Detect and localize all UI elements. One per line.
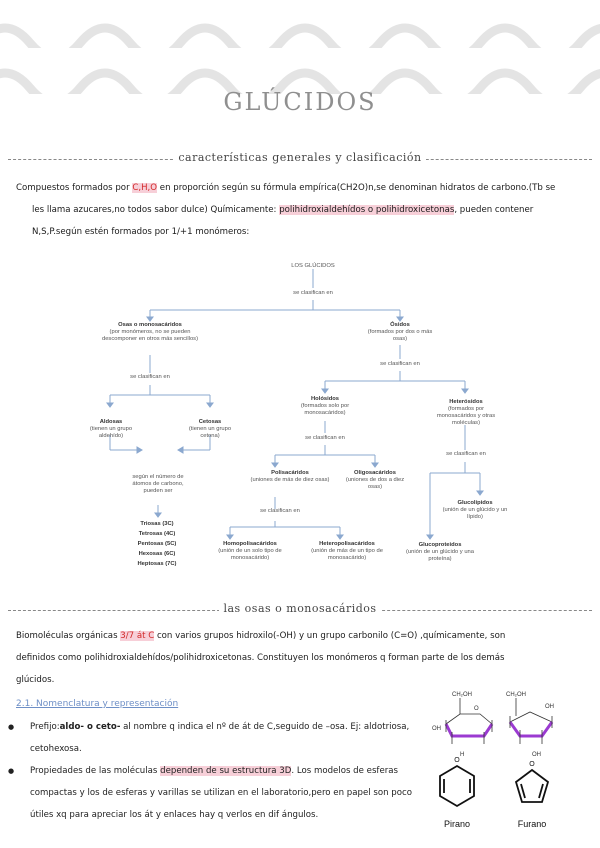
node-glucoproteidos xyxy=(400,542,480,563)
node-aldosas xyxy=(80,419,142,440)
text-span: útiles xq para apreciar los át y enlaces hay q verlos en dif ángulos. xyxy=(30,810,319,820)
node-polisacaridos xyxy=(250,470,330,484)
text-span: cetohexosa. xyxy=(30,744,82,754)
intro-paragraph xyxy=(16,177,591,243)
osas-paragraph xyxy=(16,625,591,691)
text-span: compactas y los de esferas y varillas se utilizan en el laboratorio,pero en papel son poco xyxy=(30,788,412,798)
node-title: Glucolípidos xyxy=(457,500,493,506)
node-desc: (tienen un grupo cetona) xyxy=(188,426,232,439)
list-item: Triosas (3C) xyxy=(140,521,174,527)
node-oligosacaridos xyxy=(340,470,410,491)
node-title: Osas o monosacáridos xyxy=(118,322,182,328)
node-desc: (formados solo por monosacáridos) xyxy=(300,403,350,416)
pyran-ring-icon xyxy=(440,766,474,806)
text-span: Prefijo: xyxy=(30,722,60,732)
label-o-pirano: O xyxy=(454,757,460,764)
text-span: , pueden contener xyxy=(454,205,534,215)
label-furano: Furano xyxy=(517,819,547,829)
node-cetosas xyxy=(180,419,240,440)
node-homopolisacaridos xyxy=(205,541,295,562)
section-heading-caracteristicas xyxy=(8,151,592,167)
pyranose-ring-icon xyxy=(446,724,492,736)
node-osidos xyxy=(360,322,440,343)
node-root: LOS GLÚCIDOS xyxy=(291,263,335,269)
ring-structures-figure xyxy=(430,684,570,844)
node-desc: (uniones de dos a diez osas) xyxy=(345,477,405,490)
edge-label-holosidos: se clasifican en xyxy=(305,435,345,441)
list-item: Heptosas (7C) xyxy=(137,561,177,567)
label-oh-right: OH xyxy=(545,704,554,710)
edge-label-polisacaridos: se clasifican en xyxy=(260,508,300,514)
node-desc: (unión de más de un tipo de monosacárido) xyxy=(311,548,383,561)
highlight-estructura: dependen de su estructura 3D xyxy=(160,766,292,776)
node-desc: (formados por dos o más osas) xyxy=(367,329,433,342)
label-pirano: Pirano xyxy=(443,819,471,829)
bold-span: aldo- o ceto- xyxy=(59,722,121,732)
edge-label-osidos: se clasifican en xyxy=(380,361,420,367)
label-o-left: O xyxy=(474,706,479,712)
node-title: Homopolisacáridos xyxy=(223,541,277,547)
highlight-carbon: 3/7 át C xyxy=(120,631,155,641)
edge-label-heterosidos: se clasifican en xyxy=(446,451,486,457)
node-title: Ósidos xyxy=(390,322,410,328)
section-heading-text: las osas o monosacáridos xyxy=(219,602,380,615)
node-carbon-list xyxy=(122,519,192,569)
node-segun: según el número de átomos de carbono, pueden ser xyxy=(132,474,184,494)
node-osas xyxy=(100,322,200,343)
node-glucolipidos xyxy=(440,500,510,521)
list-item: Pentosas (5C) xyxy=(137,541,177,547)
node-title: Oligosacáridos xyxy=(354,470,396,476)
node-title: Aldosas xyxy=(99,419,123,425)
text-span: les llama azucares,no todos sabor dulce) Químicamente: xyxy=(32,205,280,215)
furanose-ring-icon xyxy=(510,722,552,736)
text-span: Compuestos formados por xyxy=(16,183,133,193)
page-title: GLÚCIDOS xyxy=(223,88,377,116)
node-title: Heterósidos xyxy=(449,399,483,405)
text-span: Biomoléculas orgánicas xyxy=(16,631,121,641)
node-desc: (por monómeros, no se pueden descomponer en otros más sencillos) xyxy=(101,329,198,342)
bullet-prefijo xyxy=(30,716,420,760)
edge-label-osas: se clasifican en xyxy=(130,374,170,380)
text-line: definidos como polihidroxialdehídos/polihidroxicetonas. Constituyen los monómeros q forman parte de los demás xyxy=(16,653,505,663)
bullet-propiedades xyxy=(30,760,420,826)
node-heterosidos xyxy=(430,399,502,427)
node-desc: (formados por monosacáridos y otras moléculas) xyxy=(436,406,496,426)
label-oh-bottom: OH xyxy=(532,752,541,758)
decorative-wave-top xyxy=(0,18,600,48)
node-title: Glucoproteidos xyxy=(418,542,462,548)
list-item: Hexosas (6C) xyxy=(138,551,176,557)
node-heteropolisacaridos xyxy=(302,541,392,562)
node-title: Holósidos xyxy=(310,396,340,402)
list-item: Tetrosas (4C) xyxy=(138,531,176,537)
text-span: Propiedades de las moléculas xyxy=(30,766,161,776)
node-desc: (unión de un glúcido y una proteína) xyxy=(405,549,474,562)
section-heading-text: características generales y clasificación xyxy=(174,151,425,164)
node-desc: (tienen un grupo aldehído) xyxy=(89,426,133,439)
node-desc: (unión de un glúcido y un lípido) xyxy=(442,507,508,520)
edge-label-root: se clasifican en xyxy=(293,290,333,296)
label-h-left: H xyxy=(460,752,465,758)
node-holosidos xyxy=(290,396,360,417)
text-span: con varios grupos hidroxilo(-OH) y un grupo carbonilo (C=O) ,químicamente, son xyxy=(154,631,506,641)
text-line: glúcidos. xyxy=(16,675,55,685)
section-heading-osas xyxy=(8,602,592,618)
label-ch2oh-right: CH₂OH xyxy=(506,692,526,698)
node-title: Cetosas xyxy=(198,419,222,425)
furan-ring-icon xyxy=(516,770,548,802)
text-span: al nombre q indica el nº de át de C,seguido de –osa. Ej: aldotriosa, xyxy=(120,722,410,732)
text-span: en proporción según su fórmula empírica(CH2O)n,se denominan hidratos de carbono.(Tb se xyxy=(157,183,556,193)
bullet-list xyxy=(30,716,420,826)
label-o-furano: O xyxy=(529,761,535,768)
highlight-chon: C,H,O xyxy=(132,183,158,193)
text-span: . Los modelos de esferas xyxy=(291,766,399,776)
text-line: N,S,P.según estén formados por 1/+1 monómeros: xyxy=(32,227,250,237)
node-desc: (uniones de más de diez osas) xyxy=(250,477,330,483)
node-title: Polisacáridos xyxy=(271,470,309,476)
node-desc: (unión de un solo tipo de monosacárido) xyxy=(218,548,282,561)
highlight-poli: polihidroxialdehídos o polihidroxicetonas xyxy=(279,205,455,215)
subheading-nomenclatura: 2.1. Nomenclatura y representación xyxy=(16,699,179,709)
label-oh-left: OH xyxy=(432,726,441,732)
node-title: Heteropolisacáridos xyxy=(319,541,375,547)
label-ch2oh-left: CH₂OH xyxy=(452,692,472,698)
